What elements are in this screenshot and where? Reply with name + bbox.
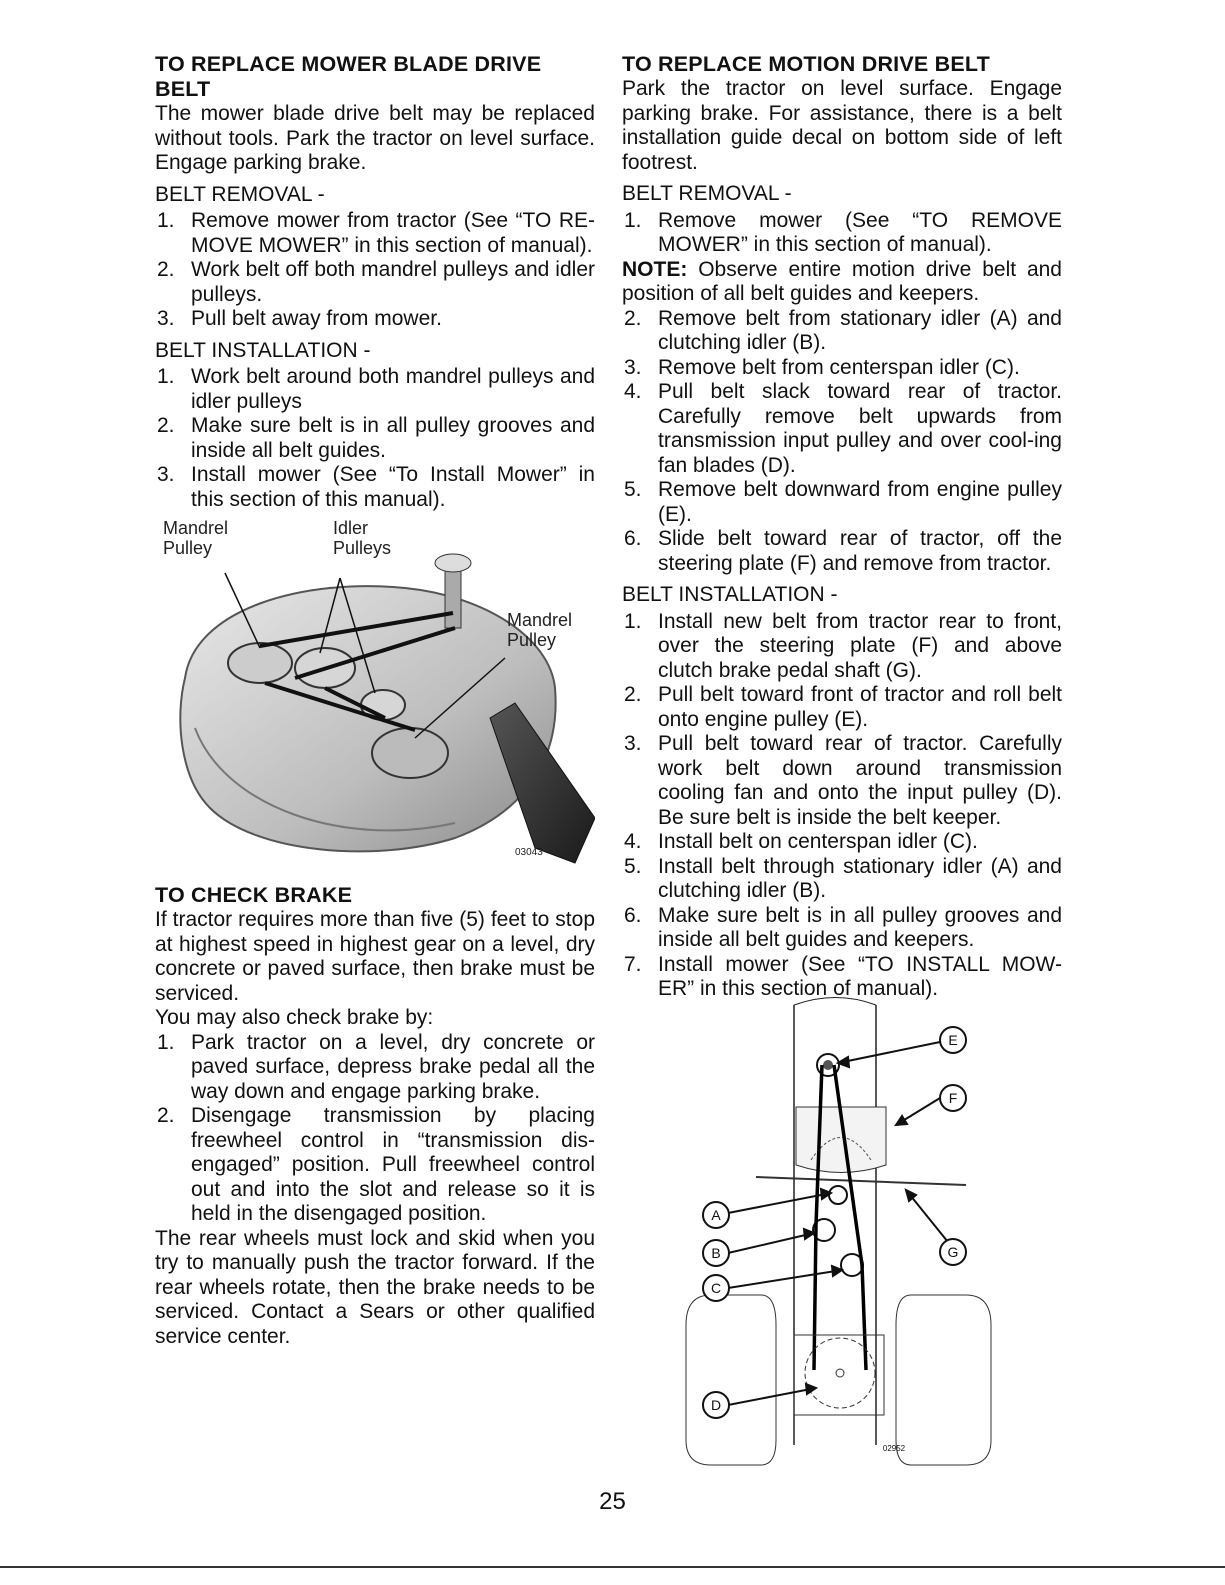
label-d: D xyxy=(710,1397,722,1413)
list-item: 3. Remove belt from centerspan idler (C). xyxy=(624,355,1020,379)
bottom-rule xyxy=(0,1566,1225,1568)
list-item: 6. Slide belt toward rear of tractor, off the steering plate (F) and remove from tractor. xyxy=(624,527,1062,575)
label-g: G xyxy=(947,1244,959,1260)
blade-installation-heading: BELT INSTALLATION - xyxy=(155,338,371,362)
list-item: 3. Pull belt toward rear of tractor. Carefully work belt down around transmission cooling fan and onto the input pulley (D). Be sure belt is inside the belt keeper. xyxy=(624,732,1062,829)
page-number: 25 xyxy=(599,1488,626,1515)
motion-removal-heading: BELT REMOVAL - xyxy=(622,182,792,205)
list-item: 4. Install belt on centerspan idler (C). xyxy=(624,830,978,853)
list-item: 1. Remove mower from tractor (See “TO RE-MOVE MOWER” in this section of manual). xyxy=(157,209,595,257)
motion-belt-intro: Park the tractor on level surface. Engage parking brake. For assistance, there is a belt installation guide decal on bottom side of left footrest. xyxy=(622,77,1062,174)
list-item: 6. Make sure belt is in all pulley grooves and inside all belt guides and keepers. xyxy=(624,903,1062,951)
list-item: 5. Remove belt downward from engine pulley (E). xyxy=(624,478,1062,526)
figure-code: 03043 xyxy=(515,847,543,858)
blade-belt-title: TO REPLACE MOWER BLADE DRIVE BELT xyxy=(155,52,542,101)
callout-idler-pulleys: Idler Pulleys xyxy=(333,518,392,558)
motion-removal-steps xyxy=(622,307,1062,577)
right-column xyxy=(622,52,1062,1002)
motion-note: NOTE: Observe entire motion drive belt and position of all belt guides and keepers. xyxy=(622,257,1062,305)
label-a: A xyxy=(711,1207,721,1223)
check-brake-title: TO CHECK BRAKE xyxy=(155,883,353,907)
list-item: 2. Disengage transmission by placing freewheel control in “transmission dis-engaged” position. Pull freewheel control out and into the slot and release so it is held in the disengaged position. xyxy=(157,1104,595,1225)
motion-removal-step-1 xyxy=(622,209,1062,258)
check-brake-steps xyxy=(155,1031,595,1227)
tractor-belt-illustration xyxy=(666,995,996,1475)
list-item: 1. Work belt around both mandrel pulleys and idler pulleys xyxy=(157,365,595,413)
blade-belt-intro: The mower blade drive belt may be replaced without tools. Park the tractor on level surface. Engage parking brake. xyxy=(155,102,595,174)
check-brake-also: You may also check brake by: xyxy=(155,1006,434,1029)
list-item: 1. Install new belt from tractor rear to front, over the steering plate (F) and above clutch brake pedal shaft (G). xyxy=(624,609,1062,682)
callout-mandrel-pulley-left: Mandrel Pulley xyxy=(163,518,229,558)
motion-belt-title: TO REPLACE MOTION DRIVE BELT xyxy=(622,52,990,76)
note-label: NOTE: xyxy=(622,257,688,281)
list-item: 2. Work belt off both mandrel pulleys and idler pulleys. xyxy=(157,258,595,306)
check-brake-outro: The rear wheels must lock and skid when you try to manually push the tractor forward. If the rear wheels rotate, then the brake needs to be serviced. Contact a Sears or other qualified service center. xyxy=(155,1226,595,1348)
list-item: 7. Install mower (See “TO INSTALL MOW-ER” in this section of manual). xyxy=(624,952,1062,1000)
left-column xyxy=(155,52,595,1349)
blade-removal-steps xyxy=(155,209,595,332)
blade-installation-steps xyxy=(155,365,595,512)
callout-mandrel-pulley-right: Mandrel Pulley xyxy=(507,610,573,650)
mower-deck-illustration xyxy=(155,518,595,873)
label-b: B xyxy=(711,1245,721,1261)
list-item: 3. Install mower (See “To Install Mower” in this section of this manual). xyxy=(157,463,595,511)
label-e: E xyxy=(948,1032,958,1048)
list-item: 2. Pull belt toward front of tractor and roll belt onto engine pulley (E). xyxy=(624,683,1062,731)
figure-code: 02952 xyxy=(882,1444,906,1453)
check-brake-intro: If tractor requires more than five (5) feet to stop at highest speed in highest gear on a level, dry concrete or paved surface, then brake must be serviced. xyxy=(155,908,595,1005)
list-item: 5. Install belt through stationary idler (A) and clutching idler (B). xyxy=(624,854,1062,902)
list-item: 1. Park tractor on a level, dry concrete or paved surface, depress brake pedal all the way down and engage parking brake. xyxy=(157,1030,595,1103)
list-item: 2. Make sure belt is in all pulley grooves and inside all belt guides. xyxy=(157,414,595,462)
list-item: 4. Pull belt slack toward rear of tractor. Carefully remove belt upwards from transmission input pulley and over cool-ing fan blades (D). xyxy=(624,380,1062,477)
list-item: 3. Pull belt away from mower. xyxy=(157,307,442,330)
label-c: C xyxy=(710,1280,722,1296)
label-f: F xyxy=(948,1090,958,1106)
list-item: 1. Remove mower (See “TO REMOVE MOWER” in this section of manual). xyxy=(624,208,1062,256)
blade-removal-heading: BELT REMOVAL - xyxy=(155,182,325,206)
motion-installation-heading: BELT INSTALLATION - xyxy=(622,583,838,606)
list-item: 2. Remove belt from stationary idler (A) and clutching idler (B). xyxy=(624,306,1062,354)
mower-deck-figure xyxy=(155,518,595,873)
tractor-belt-figure xyxy=(666,995,996,1475)
motion-installation-steps xyxy=(622,610,1062,1002)
